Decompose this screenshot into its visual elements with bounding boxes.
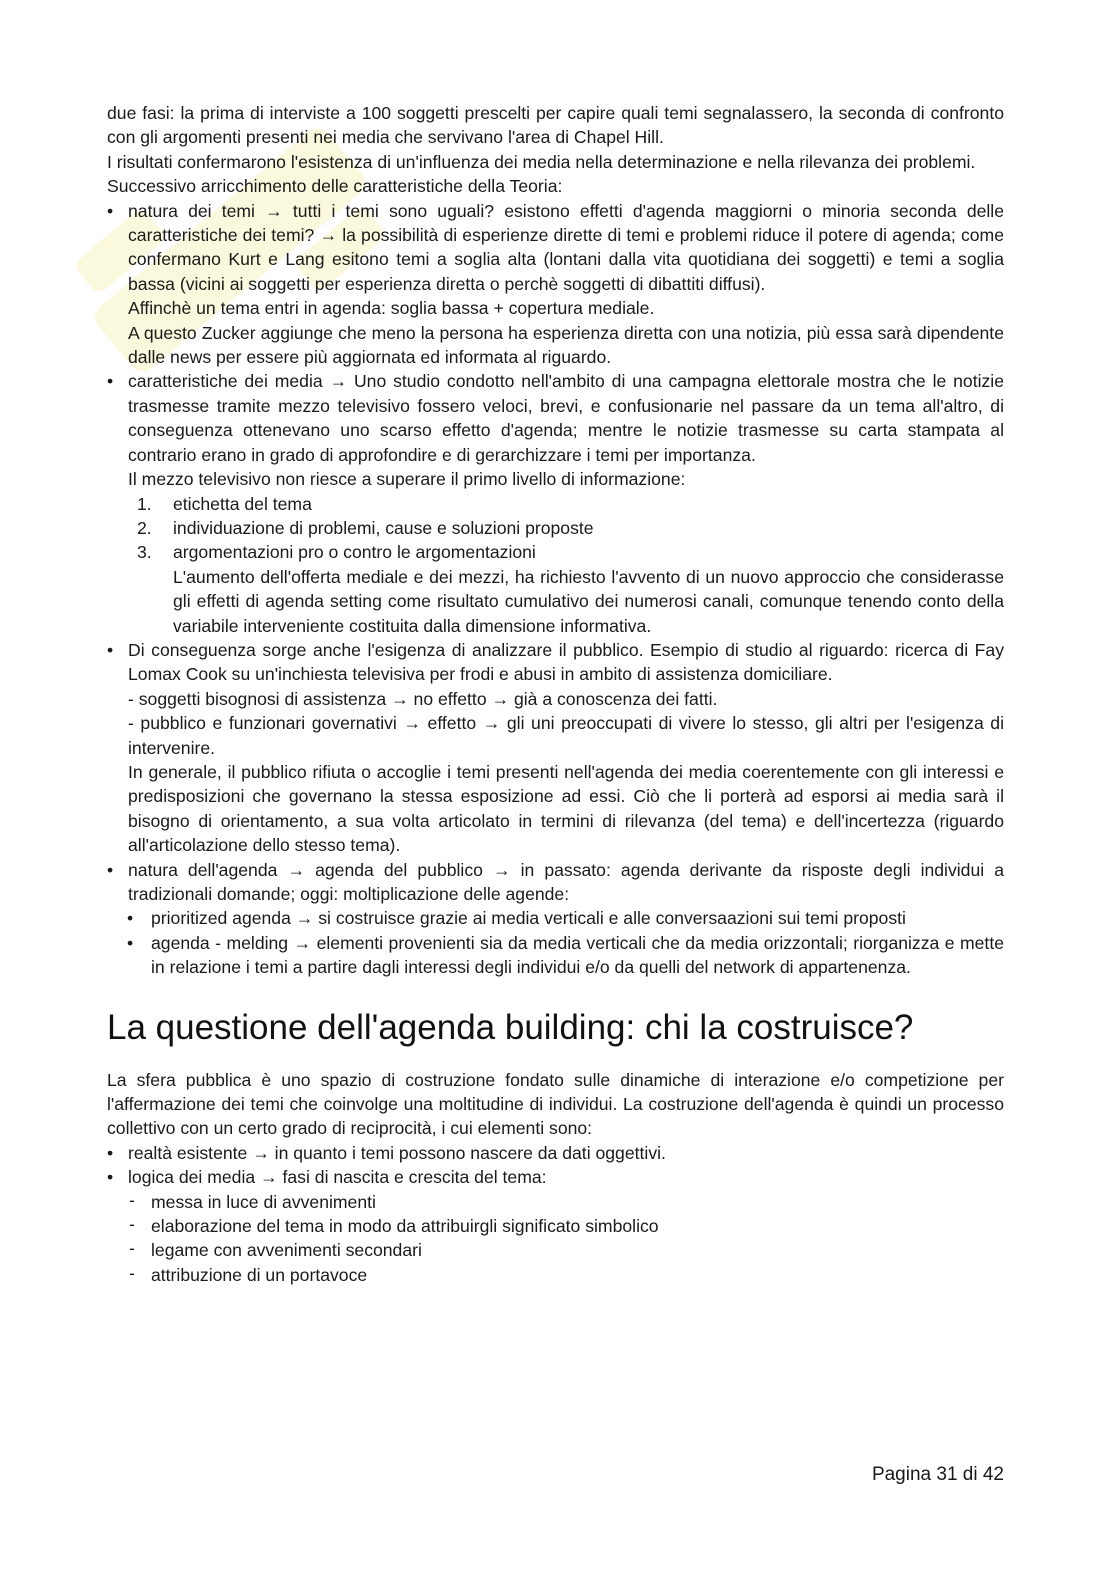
sub-bullet: • agenda - melding → elementi provenienti sia da media verticali che da media orizzontali; riorganizza e mette in relazione i temi a partire dagli interessi degli individui e/o da quelli del network di appartenenza.: [127, 932, 1004, 978]
dash-item: - legame con avvenimenti secondari: [129, 1238, 422, 1261]
bullet-text: natura dei temi → tutti i temi sono uguali? esistono effetti d'agenda maggiorni o minoria seconda delle caratteristiche dei temi? → la possibilità di esperienze dirette di temi e problemi riduce il potere di agenda; come confermano Kurt e Lang esitono temi a soglia alta (lontani dalla vita quotidiana dei soggetti) e temi a soglia bassa (vicini ai soggetti per esperienza diretta o perchè soggetti di dibattiti diffusi).: [128, 200, 1004, 294]
bullet-icon: •: [107, 1167, 114, 1188]
bullet-logica-media: • logica dei media → fasi di nascita e crescita del tema:: [107, 1165, 1004, 1189]
bullet-pubblico: [107, 638, 1004, 858]
bullet-icon: •: [107, 639, 114, 660]
page-number: Pagina 31 di 42: [871, 1464, 1004, 1485]
dash-icon: -: [129, 1262, 135, 1283]
bullet-text: Il mezzo televisivo non riesce a superare il primo livello di informazione:: [128, 469, 686, 490]
section-paragraph: La sfera pubblica è uno spazio di costruzione fondato sulle dinamiche di interazione e/o competizione per l'affermazione dei temi che coinvolge una moltitudine di individui. La costruzione dell'agenda è quindi un processo collettivo con un certo grado di reciprocità, i cui elementi sono:: [107, 1069, 1004, 1139]
dash-item: - attribuzione di un portavoce: [129, 1262, 368, 1285]
dash-icon: -: [129, 1189, 135, 1210]
dash-icon: -: [129, 1214, 135, 1235]
dash-item: - elaborazione del tema in modo da attribuirgli significato simbolico: [129, 1214, 659, 1237]
bullet-text: Affinchè un tema entri in agenda: soglia bassa + copertura mediale.: [128, 298, 655, 319]
numbered-list-followup: L'aumento dell'offerta mediale e dei mezzi, ha richiesto l'avvento di un nuovo approccio che considerasse gli effetti di agenda setting come risultato cumulativo dei numerosi canali, comunque tenendo conto della variabile interveniente costituita dalla dimensione informativa.: [173, 566, 1004, 636]
numbered-item: 3. argomentazioni pro o contro le argomentazioni: [137, 542, 536, 563]
bullet-text: caratteristiche dei media → Uno studio condotto nell'ambito di una campagna elettorale mostra che le notizie trasmesse tramite mezzo televisivo fossero veloci, brevi, e confusionarie nel passare da un tema all'altro, di conseguenza ottenevano uno scarso effetto d'agenda; mentre le notizie trasmesse su carta stampata al contrario erano in grado di approfondire e di gerarchizzare i temi per importanza.: [128, 371, 1004, 465]
bullet-realta: • realtà esistente → in quanto i temi possono nascere da dati oggettivi.: [107, 1141, 1004, 1165]
bullet-text: - pubblico e funzionari governativi → effetto → gli uni preoccupati di vivere lo stesso, gli altri per l'esigenza di intervenire.: [128, 713, 1004, 758]
intro-paragraph-2: I risultati confermarono l'esistenza di un'influenza dei media nella determinazione e nella rilevanza dei problemi.: [107, 151, 976, 172]
bullet-icon: •: [107, 859, 114, 880]
bullet-natura-agenda: [107, 858, 1004, 907]
document-page: [107, 101, 1004, 1287]
dash-icon: -: [129, 1238, 135, 1259]
bullet-caratteristiche-media: [107, 369, 1004, 491]
bullet-icon: •: [107, 1142, 114, 1163]
bullet-text: natura dell'agenda → agenda del pubblico → in passato: agenda derivante da risposte degli individui a tradizionali domande; oggi: moltiplicazione delle agende:: [128, 859, 1004, 904]
bullet-icon: •: [107, 371, 114, 392]
section-heading: La questione dell'agenda building: chi la costruisce?: [107, 1007, 914, 1047]
bullet-text: A questo Zucker aggiunge che meno la persona ha esperienza diretta con una notizia, più essa sarà dipendente dalle news per essere più aggiornata ed informata al riguardo.: [128, 322, 1004, 368]
intro-paragraph-1: due fasi: la prima di interviste a 100 soggetti prescelti per capire quali temi segnalassero, la seconda di confronto con gli argomenti presenti nei media che servivano l'area di Chapel Hill.: [107, 103, 1004, 148]
intro-paragraph-3: Successivo arricchimento delle caratteristiche della Teoria:: [107, 176, 563, 197]
bullet-text: Di conseguenza sorge anche l'esigenza di analizzare il pubblico. Esempio di studio al riguardo: ricerca di Fay Lomax Cook su un'inchiesta televisiva per frodi e abusi in ambito di assistenza domiciliare.: [128, 639, 1004, 685]
numbered-item: 1. etichetta del tema: [137, 493, 312, 514]
bullet-text: In generale, il pubblico rifiuta o accoglie i temi presenti nell'agenda dei media coerentemente con gli interessi e predisposizioni che governano la stessa esposizione ad essi. Ciò che li porterà ad esporsi ai media sarà il bisogno di orientamento, a sua volta articolato in termini di rilevanza (del tema) e dell'incertezza (riguardo all'articolazione dello stesso tema).: [128, 761, 1004, 856]
bullet-icon: •: [127, 932, 134, 953]
dash-item: - messa in luce di avvenimenti: [129, 1189, 376, 1212]
bullet-natura-temi: [107, 199, 1004, 370]
bullet-icon: •: [107, 200, 114, 221]
bullet-text: - soggetti bisognosi di assistenza → no effetto → già a conoscenza dei fatti.: [128, 688, 718, 709]
bullet-icon: •: [127, 908, 134, 929]
sub-bullet: • prioritized agenda → si costruisce grazie ai media verticali e alle conversaazioni sui temi proposti: [107, 906, 1004, 930]
numbered-item: 2. individuazione di problemi, cause e soluzioni proposte: [137, 517, 594, 538]
